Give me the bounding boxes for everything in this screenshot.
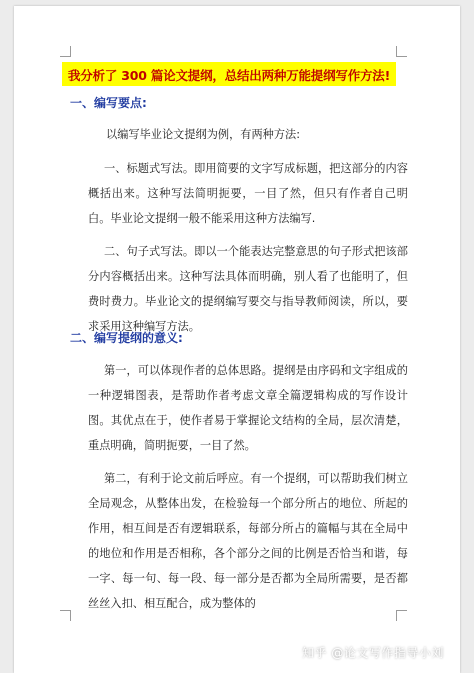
section-heading-2: 二、编写提纲的意义:	[70, 331, 183, 345]
intro-paragraph: 以编写毕业论文提纲为例，有两种方法:	[106, 128, 300, 141]
margin-mark-bottom-left	[60, 610, 71, 621]
point-2-paragraph: 第二，有利于论文前后呼应。有一个提纲，可以帮助我们树立全局观念，从整体出发，在检验每一个部分所占的地位、所起的作用，相互间是否有逻辑联系，每部分所占的篇幅与其在全局中的地位和作用是否相称，各个部分之间的比例是否恰当和谐，每一字、每一句、每一段、每一部分是否都为全局所需要，是否都丝丝入扣、相互配合，成为整体的	[88, 472, 408, 610]
section-heading-1: 一、编写要点:	[70, 96, 147, 110]
zhihu-watermark: 知乎 @论文写作指导小刘	[302, 646, 444, 660]
title-highlight	[62, 62, 396, 86]
document-page	[14, 6, 460, 673]
margin-mark-top-left	[60, 46, 71, 57]
margin-mark-top-right	[396, 46, 407, 57]
method-1-paragraph: 一、标题式写法。即用简要的文字写成标题，把这部分的内容概括出来。这种写法简明扼要，一目了然，但只有作者自己明白。毕业论文提纲一般不能采用这种方法编写.	[88, 162, 408, 225]
point-1-paragraph: 第一，可以体现作者的总体思路。提纲是由序码和文字组成的一种逻辑图表，是帮助作者考虑文章全篇逻辑构成的写作设计图。其优点在于，使作者易于掌握论文结构的全局，层次清楚，重点明确，简明扼要，一目了然。	[88, 364, 408, 452]
document-title: 我分析了 300 篇论文提纲，总结出两种万能提纲写作方法!	[67, 68, 391, 83]
method-2-paragraph: 二、句子式写法。即以一个能表达完整意思的句子形式把该部分内容概括出来。这种写法具体而明确，别人看了也能明了，但费时费力。毕业论文的提纲编写要交与指导教师阅读，所以，要求采用这种编写方法。	[88, 245, 408, 333]
